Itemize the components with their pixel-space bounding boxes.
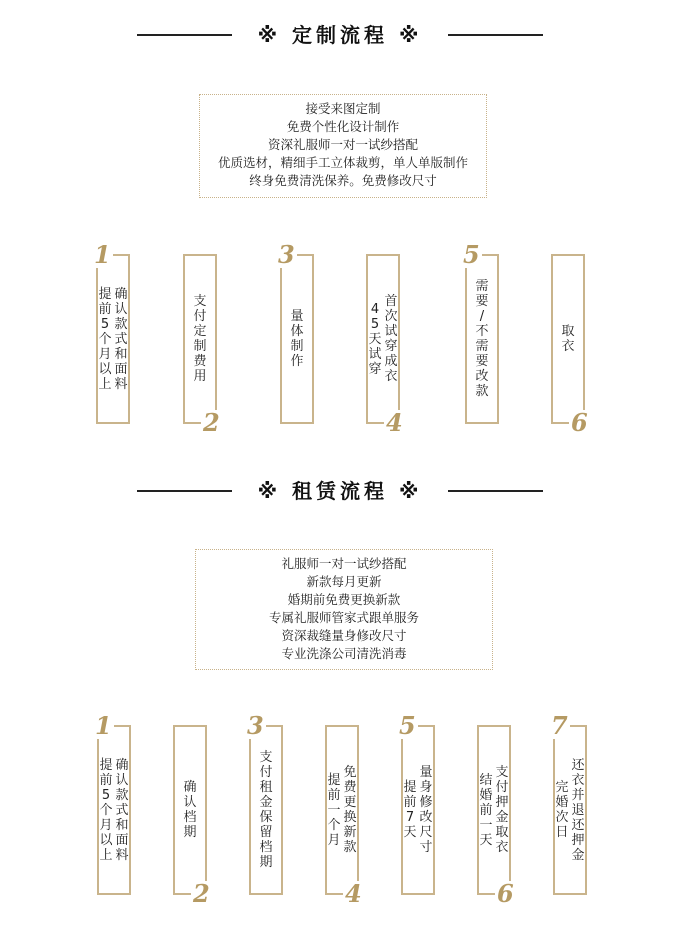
step-box-4 (366, 254, 400, 424)
step-number: 1 (95, 711, 112, 740)
step-number: 1 (94, 240, 111, 269)
title-divider-right (448, 34, 543, 36)
step-text-column: 提 前 一 个 月 (327, 772, 341, 848)
step-box-6 (477, 725, 511, 895)
reference-mark-icon: ※ (257, 23, 282, 47)
rental-title-label: 租赁流程 (292, 479, 388, 503)
step-text-column: 支 付 押 金 取 衣 (495, 765, 509, 855)
step-box-3 (249, 725, 283, 895)
step-text-column: 免 费 更 换 新 款 (343, 765, 357, 855)
step-text-column: 提 前 7 天 (403, 780, 417, 840)
custom-title-text (0, 20, 680, 50)
step-text-column: 量 身 修 改 尺 寸 (419, 765, 433, 855)
step-box-5 (401, 725, 435, 895)
step-text-column: 完 婚 次 日 (555, 780, 569, 840)
rental-process-title (0, 476, 680, 506)
custom-title-label: 定制流程 (292, 23, 388, 47)
info-line: 资深裁缝量身修改尺寸 (281, 628, 407, 643)
step-number: 6 (497, 879, 514, 908)
step-text-column: 确 认 款 式 和 面 料 (114, 286, 128, 392)
custom-process-title (0, 20, 680, 50)
step-number: 7 (551, 711, 568, 740)
step-number: 5 (399, 711, 416, 740)
reference-mark-icon: ※ (257, 479, 282, 503)
info-line: 接受来图定制 (305, 101, 381, 116)
step-box-2 (173, 725, 207, 895)
info-line: 婚期前免费更换新款 (287, 592, 401, 607)
rental-title-text (0, 476, 680, 506)
step-number: 2 (193, 879, 210, 908)
step-box-3 (280, 254, 314, 424)
step-text-column: 提 前 5 个 月 以 上 (99, 757, 113, 863)
info-line: 资深礼服师一对一试纱搭配 (267, 137, 418, 152)
rental-info-box (195, 549, 493, 670)
step-text-column: 支 付 定 制 费 用 (193, 294, 207, 384)
info-line: 终身免费清洗保养。免费修改尺寸 (249, 173, 437, 188)
step-box-6 (551, 254, 585, 424)
step-text-column: 结 婚 前 一 天 (479, 772, 493, 848)
step-box-1 (97, 725, 131, 895)
info-line: 新款每月更新 (306, 574, 382, 589)
info-line: 礼服师一对一试纱搭配 (281, 556, 407, 571)
step-text-column: 量 体 制 作 (290, 309, 304, 369)
step-text-column: 4 5 天 试 穿 (368, 301, 382, 377)
step-box-1 (96, 254, 130, 424)
step-box-5 (465, 254, 499, 424)
step-number: 2 (203, 408, 220, 437)
step-number: 3 (247, 711, 264, 740)
step-text-column: 支 付 租 金 保 留 档 期 (259, 750, 273, 870)
step-box-7 (553, 725, 587, 895)
step-number: 6 (571, 408, 588, 437)
step-number: 3 (278, 240, 295, 269)
step-text-column: 确 认 款 式 和 面 料 (115, 757, 129, 863)
step-text-column: 提 前 5 个 月 以 上 (98, 286, 112, 392)
step-number: 4 (345, 879, 362, 908)
step-text-column: 确 认 档 期 (183, 780, 197, 840)
info-line: 免费个性化设计制作 (286, 119, 400, 134)
title-divider-right (448, 490, 543, 492)
info-line: 专属礼服师管家式跟单服务 (268, 610, 419, 625)
custom-info-box (199, 94, 487, 198)
reference-mark-icon: ※ (398, 479, 423, 503)
step-number: 5 (463, 240, 480, 269)
step-text-column: 需 要 / 不 需 要 改 款 (475, 279, 489, 399)
step-number: 4 (386, 408, 403, 437)
step-text-column: 还 衣 并 退 还 押 金 (571, 757, 585, 863)
step-text-column: 首 次 试 穿 成 衣 (384, 294, 398, 384)
step-box-4 (325, 725, 359, 895)
info-line: 专业洗涤公司清洗消毒 (281, 646, 407, 661)
step-box-2 (183, 254, 217, 424)
step-text-column: 取 衣 (561, 324, 575, 354)
info-line: 优质选材，精细手工立体裁剪，单人单版制作 (217, 155, 468, 170)
reference-mark-icon: ※ (398, 23, 423, 47)
